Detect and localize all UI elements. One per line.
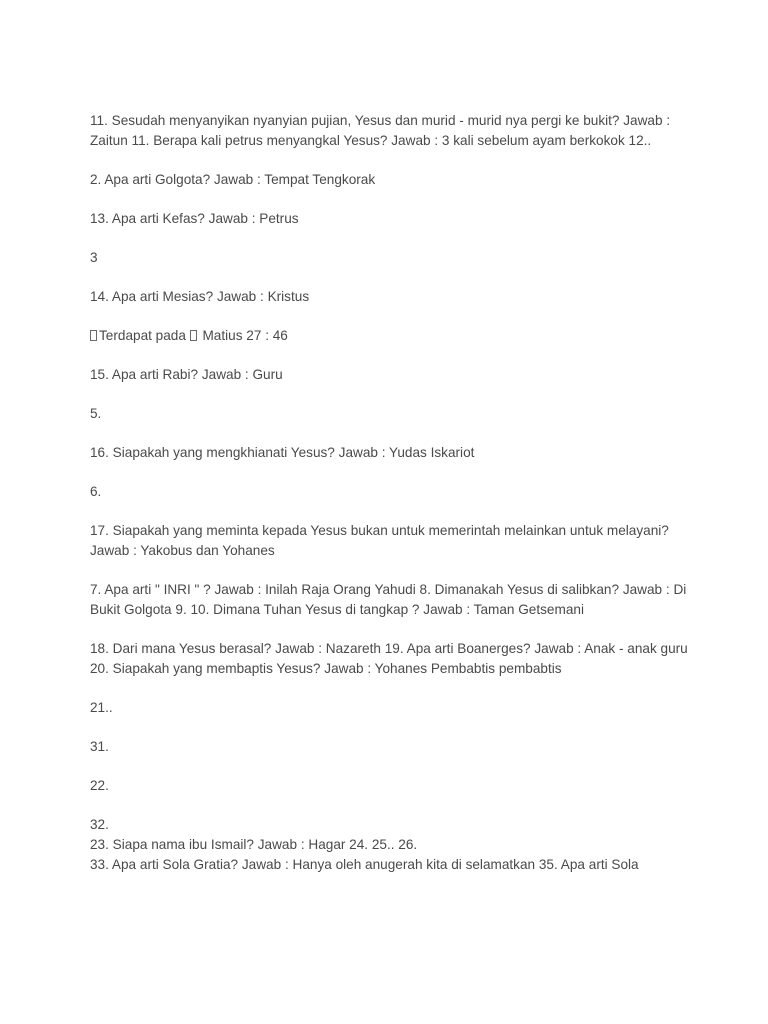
- reference-text-2: Matius 27 : 46: [202, 328, 288, 343]
- paragraph-question-11: 11. Sesudah menyanyikan nyanyian pujian, Yesus dan murid - murid nya pergi ke bukit? Jawab : Zaitun 11. Berapa kali petrus menyangkal Yesus? Jawab : 3 kali sebelum ayam berkokok 12..: [90, 113, 671, 148]
- paragraph-question-33: 33. Apa arti Sola Gratia? Jawab : Hanya oleh anugerah kita di selamatkan 35. Apa arti Sola: [90, 857, 639, 872]
- paragraph-question-2: 2. Apa arti Golgota? Jawab : Tempat Tengkorak: [90, 172, 376, 187]
- paragraph-question-16: 16. Siapakah yang mengkhianati Yesus? Jawab : Yudas Iskariot: [90, 445, 475, 460]
- paragraph-reference: [90, 326, 690, 346]
- paragraph-question-13: 13. Apa arti Kefas? Jawab : Petrus: [90, 211, 299, 226]
- paragraph-question-18: 18. Dari mana Yesus berasal? Jawab : Nazareth 19. Apa arti Boanerges? Jawab : Anak - anak guru 20. Siapakah yang membaptis Yesus? Jawab : Yohanes Pembabtis pembabtis: [90, 641, 688, 676]
- paragraph-question-14: 14. Apa arti Mesias? Jawab : Kristus: [90, 289, 310, 304]
- paragraph-question-15: 15. Apa arti Rabi? Jawab : Guru: [90, 367, 283, 382]
- missing-glyph-icon: [90, 330, 97, 341]
- paragraph-question-23: 23. Siapa nama ibu Ismail? Jawab : Hagar 24. 25.. 26.: [90, 837, 418, 852]
- paragraph-number-5: 5.: [90, 406, 102, 421]
- document-page: [90, 111, 690, 875]
- paragraph-number-21: 21..: [90, 700, 113, 715]
- paragraph-question-17: 17. Siapakah yang meminta kepada Yesus bukan untuk memerintah melainkan untuk melayani? Jawab : Yakobus dan Yohanes: [90, 523, 669, 558]
- reference-text-1: Terdapat pada: [99, 328, 186, 343]
- paragraph-number-32: 32.: [90, 817, 109, 832]
- missing-glyph-icon: [190, 330, 197, 341]
- paragraph-number-22: 22.: [90, 778, 109, 793]
- paragraph-number-3: 3: [90, 250, 98, 265]
- paragraph-question-7: 7. Apa arti " INRI " ? Jawab : Inilah Raja Orang Yahudi 8. Dimanakah Yesus di salibkan? Jawab : Di Bukit Golgota 9. 10. Dimana Tuhan Yesus di tangkap ? Jawab : Taman Getsemani: [90, 582, 687, 617]
- paragraph-number-6: 6.: [90, 484, 102, 499]
- paragraph-number-31: 31.: [90, 739, 109, 754]
